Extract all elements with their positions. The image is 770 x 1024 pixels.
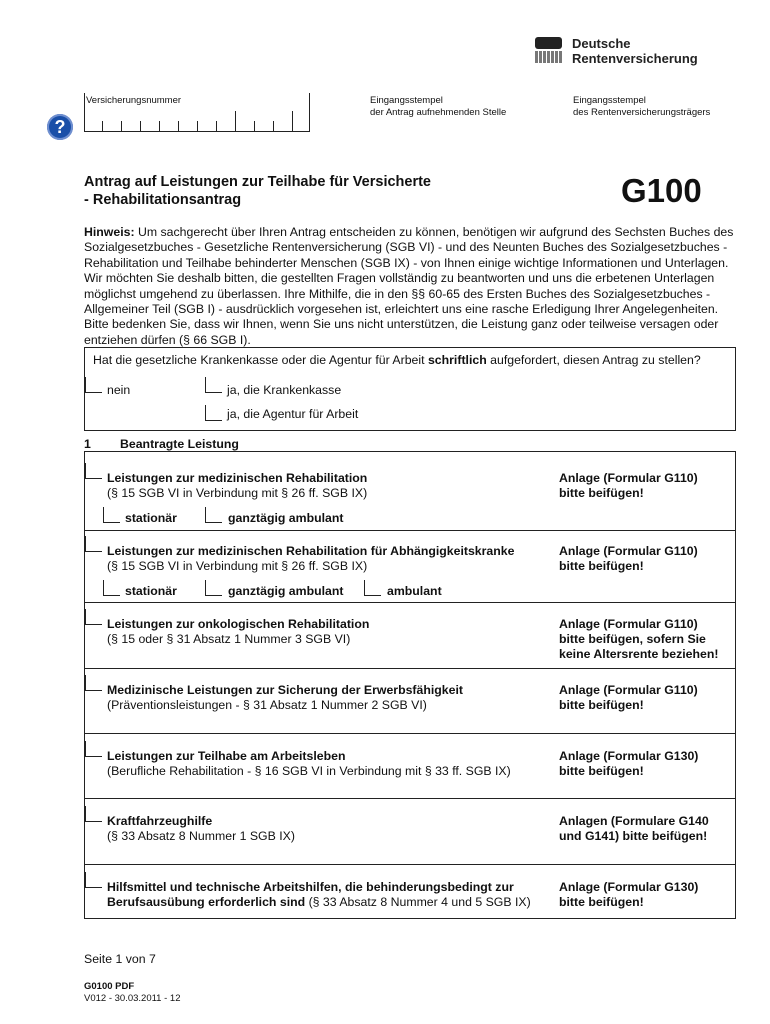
checkbox-kfz-hilfe[interactable] (85, 806, 102, 822)
versicherungsnummer-label: Versicherungsnummer (86, 95, 182, 106)
item-sub: (§ 33 Absatz 8 Nummer 4 und 5 SGB IX) (305, 895, 531, 909)
anlage-hilfsmittel (559, 880, 698, 910)
item-hilfsmittel (107, 880, 531, 910)
divider (85, 602, 735, 603)
item-onkologie (107, 617, 369, 647)
question-bold: schriftlich (427, 353, 487, 367)
anlage-line: Anlagen (Formulare G140 (559, 814, 709, 828)
item-title: Leistungen zur medizinischen Rehabilitation (107, 471, 368, 485)
item-sub: (Berufliche Rehabilitation - § 16 SGB VI in Verbindung mit § 33 ff. SGB IX) (107, 764, 511, 778)
item-sub: (§ 15 SGB VI in Verbindung mit § 26 ff. SGB IX) (107, 486, 368, 500)
anlage-line: Anlage (Formular G130) (559, 880, 699, 894)
title-line2: - Rehabilitationsantrag (84, 192, 242, 208)
label-ambulant: ambulant (387, 584, 442, 598)
anlage-line: bitte beifügen! (559, 895, 644, 909)
drv-logo-text (572, 36, 698, 66)
anlage-med-reha (559, 471, 698, 501)
item-title: Leistungen zur onkologischen Rehabilitation (107, 617, 370, 631)
item-sub: (§ 15 SGB VI in Verbindung mit § 26 ff. SGB IX) (107, 559, 368, 573)
item-praevention (107, 683, 463, 713)
stempel2-line1: Eingangsstempel (573, 95, 646, 106)
divider (85, 864, 735, 865)
checkbox-hilfsmittel[interactable] (85, 872, 102, 888)
anlage-line: keine Altersrente beziehen! (559, 647, 719, 661)
item-abhaengigkeit (107, 544, 514, 574)
stempel1-line1: Eingangsstempel (370, 95, 443, 106)
item-sub: (§ 15 oder § 31 Absatz 1 Nummer 3 SGB VI) (107, 632, 351, 646)
form-number: G100 (621, 172, 702, 209)
question-post: aufgefordert, diesen Antrag zu stellen? (486, 353, 701, 367)
checkbox-krankenkasse[interactable] (205, 377, 222, 393)
label-stationaer: stationär (125, 584, 177, 598)
label-stationaer: stationär (125, 511, 177, 525)
anlage-abhaengigkeit (559, 544, 698, 574)
checkbox-nein[interactable] (85, 377, 102, 393)
help-icon[interactable]: ? (47, 114, 73, 140)
eingangsstempel-traeger (573, 95, 710, 119)
checkbox-arbeitsleben[interactable] (85, 741, 102, 757)
stempel2-line2: des Rentenversicherungsträgers (573, 107, 711, 118)
anlage-line: und G141) bitte beifügen! (559, 829, 708, 843)
checkbox-praevention[interactable] (85, 675, 102, 691)
checkbox-onkologie[interactable] (85, 609, 102, 625)
label-agentur: ja, die Agentur für Arbeit (227, 407, 359, 421)
checkbox-abh-ganztaegig[interactable] (205, 580, 222, 596)
anlage-line: Anlage (Formular G130) (559, 749, 699, 763)
label-ganztaegig-ambulant: ganztägig ambulant (228, 511, 344, 525)
item-title: Leistungen zur Teilhabe am Arbeitsleben (107, 749, 346, 763)
anlage-line: Anlage (Formular G110) (559, 617, 698, 631)
anlage-arbeitsleben (559, 749, 698, 779)
checkbox-agentur[interactable] (205, 405, 222, 421)
checkbox-med-reha-stationaer[interactable] (103, 507, 120, 523)
anlage-line: bitte beifügen! (559, 559, 644, 573)
page-title (84, 173, 431, 209)
form-footer (84, 981, 180, 1005)
item-med-reha (107, 471, 367, 501)
drv-logo-icon (535, 37, 562, 63)
versicherungsnummer-field[interactable] (84, 93, 310, 132)
anlage-line: bitte beifügen! (559, 764, 644, 778)
anlage-onkologie (559, 617, 718, 662)
anlage-praevention (559, 683, 698, 713)
leistungen-box (84, 451, 736, 919)
title-line1: Antrag auf Leistungen zur Teilhabe für Versicherte (84, 174, 431, 190)
anlage-line: Anlage (Formular G110) (559, 683, 698, 697)
question-pre: Hat die gesetzliche Krankenkasse oder die Agentur für Arbeit (93, 353, 428, 367)
section1-title: Beantragte Leistung (120, 437, 239, 451)
hinweis-paragraph (84, 225, 734, 348)
footer-version: V012 - 30.03.2011 - 12 (84, 993, 181, 1004)
anlage-line: Anlage (Formular G110) (559, 544, 698, 558)
logo-line1: Deutsche (572, 36, 631, 51)
checkbox-med-reha-ganztaegig[interactable] (205, 507, 222, 523)
divider (85, 733, 735, 734)
item-title: Medizinische Leistungen zur Sicherung der Erwerbsfähigkeit (107, 683, 463, 697)
footer-code: G0100 PDF (84, 981, 135, 992)
eingangsstempel-stelle (370, 95, 506, 119)
divider (85, 668, 735, 669)
divider (85, 530, 735, 531)
label-krankenkasse: ja, die Krankenkasse (227, 383, 342, 397)
item-title: Leistungen zur medizinischen Rehabilitation für Abhängigkeitskranke (107, 544, 515, 558)
anlage-kfz-hilfe (559, 814, 709, 844)
anlage-line: bitte beifügen, sofern Sie (559, 632, 706, 646)
question-box (84, 347, 736, 431)
anlage-line: bitte beifügen! (559, 486, 644, 500)
checkbox-abh-stationaer[interactable] (103, 580, 120, 596)
item-arbeitsleben (107, 749, 511, 779)
question-text (93, 353, 701, 367)
item-title: Kraftfahrzeughilfe (107, 814, 213, 828)
checkbox-abh-ambulant[interactable] (364, 580, 381, 596)
section1-number: 1 (84, 437, 91, 451)
label-nein: nein (107, 383, 131, 397)
checkbox-abhaengigkeit[interactable] (85, 536, 102, 552)
logo-line2: Rentenversicherung (572, 51, 698, 66)
item-title2: Berufsausübung erforderlich sind (107, 895, 306, 909)
item-title: Hilfsmittel und technische Arbeitshilfen, die behinderungsbedingt zur (107, 880, 514, 894)
hinweis-label: Hinweis: (84, 225, 135, 239)
item-sub: (§ 33 Absatz 8 Nummer 1 SGB IX) (107, 829, 295, 843)
stempel1-line2: der Antrag aufnehmenden Stelle (370, 107, 507, 118)
checkbox-med-reha[interactable] (85, 463, 102, 479)
hinweis-text: Um sachgerecht über Ihren Antrag entscheiden zu können, benötigen wir aufgrund des Sechsten Buches des Sozialgesetzbuches - Gesetzliche Rentenversicherung (SGB VI) - und des Neunten Buches des Sozialgesetzbuches - Rehabilitation und Teilhabe behinderter Menschen (SGB IX) - von Ihnen einige wichtige Informationen und Unterlagen. Wir möchten Sie deshalb bitten, die gestellten Fragen vollständig zu beantworten und uns die erbetenen Unterlagen möglichst umgehend zu überlassen. Ihre Mithilfe, die in den §§ 60-65 des Ersten Buches des Sozialgesetzbuches - Allgemeiner Teil (SGB I) - ausdrücklich vorgesehen ist, erleichtert uns eine rasche Erledigung Ihrer Angelegenheiten. Bitte bedenken Sie, dass wir Ihnen, wenn Sie uns nicht unterstützen, die Leistung ganz oder teilweise versagen oder entziehen dürfen (§ 66 SGB I). (84, 225, 734, 347)
label-ganztaegig-ambulant: ganztägig ambulant (228, 584, 344, 598)
anlage-line: bitte beifügen! (559, 698, 644, 712)
item-kfz-hilfe (107, 814, 295, 844)
divider (85, 798, 735, 799)
page-number: Seite 1 von 7 (84, 952, 156, 966)
item-sub: (Präventionsleistungen - § 31 Absatz 1 Nummer 2 SGB VI) (107, 698, 427, 712)
anlage-line: Anlage (Formular G110) (559, 471, 698, 485)
